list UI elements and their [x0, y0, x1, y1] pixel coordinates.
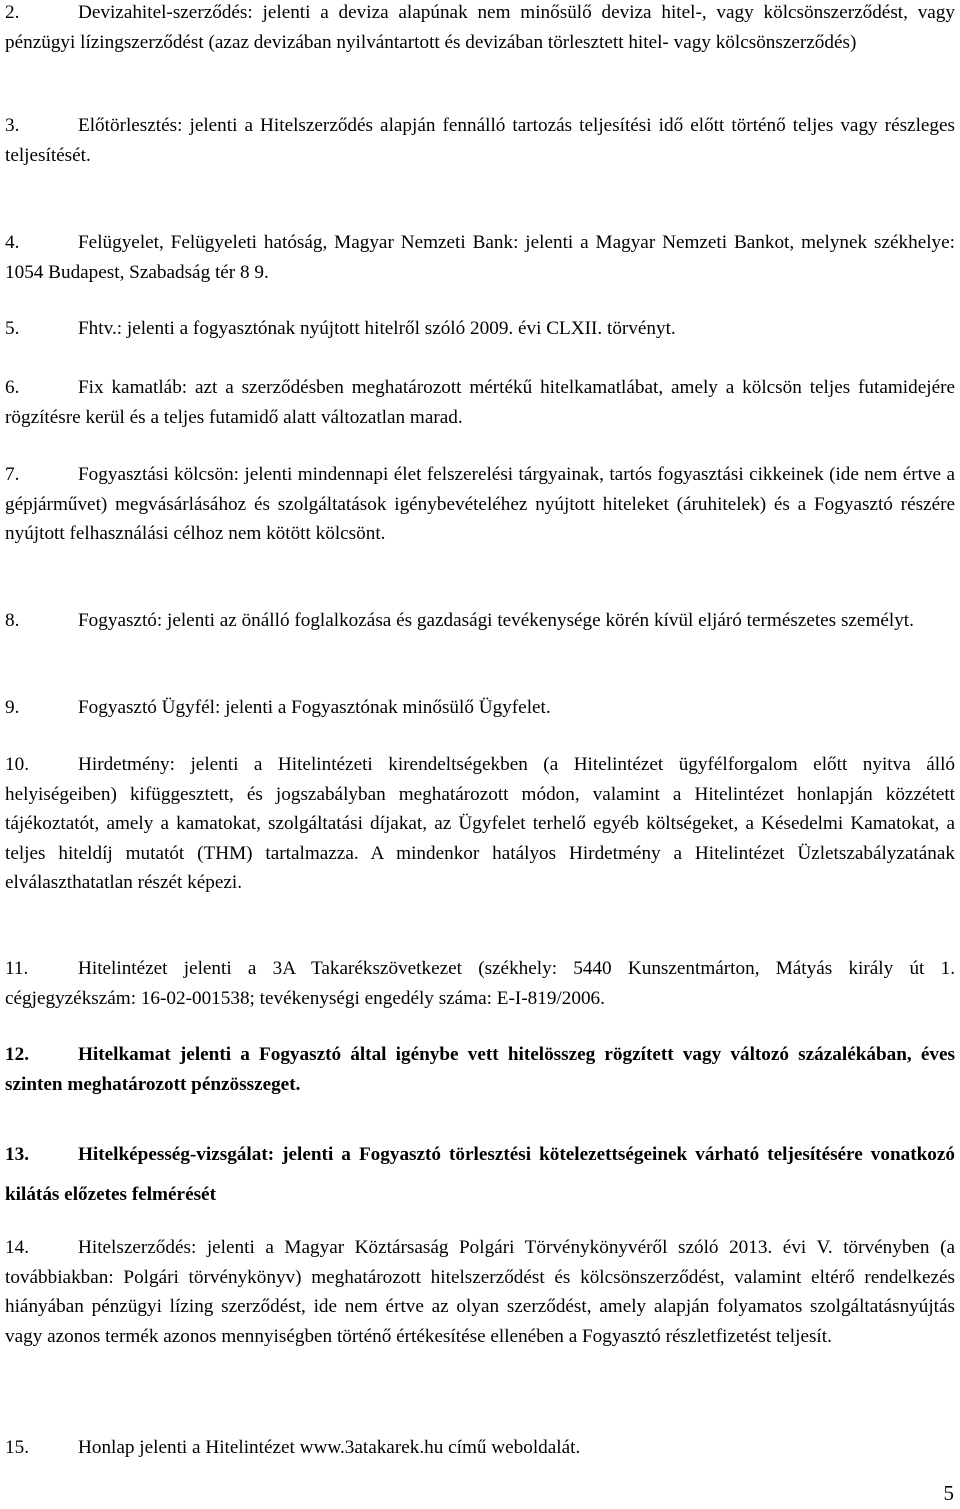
item-number: 9. [5, 697, 20, 718]
item-number: 14. [5, 1237, 29, 1258]
item-text: Hitelkamat jelenti a Fogyasztó által igénybe vett hitelösszeg rögzített vagy változó százalékában, éves szinten meghatározott pénzösszeget. [5, 1044, 955, 1095]
definition-item-6 [5, 373, 955, 432]
item-number: 7. [5, 464, 20, 485]
item-number: 5. [5, 318, 20, 339]
item-text: Honlap jelenti a Hitelintézet www.3atakarek.hu című weboldalát. [78, 1437, 581, 1458]
item-text: Hitelintézet jelenti a 3A Takarékszövetkezet (székhely: 5440 Kunszentmárton, Mátyás király út 1. cégjegyzékszám: 16-02-001538; tevékenységi engedély száma: E-I-819/2006. [5, 958, 955, 1009]
page-number: 5 [943, 1481, 954, 1505]
definition-item-11 [5, 954, 955, 1013]
item-text: Hirdetmény: jelenti a Hitelintézeti kirendeltségekben (a Hitelintézet ügyfélforgalom előtt nyitva álló helyiségeiben) kifüggesztett, és jogszabályban meghatározott módon, valamint a Hitelintézet honlapján közzétett tájékoztatót, amely a kamatokat, szolgáltatási díjakat, az Ügyfelet terhelő egyéb költségeket, a Késedelmi Kamatokat, a teljes hiteldíj mutatót (THM) tartalmazza. A mindenkor hatályos Hirdetmény a Hitelintézet Üzletszabályzatának elválaszthatatlan részét képezi. [5, 754, 955, 893]
item-text: Devizahitel-szerződés: jelenti a deviza alapúnak nem minősülő deviza hitel-, vagy kölcsönszerződést, vagy pénzügyi lízingszerződést (azaz devizában nyilvántartott és devizában törlesztett hitel- vagy kölcsönszerződés) [5, 2, 955, 53]
item-number: 11. [5, 958, 29, 979]
item-number: 4. [5, 232, 20, 253]
definition-item-14 [5, 1233, 955, 1351]
item-text: Hitelszerződés: jelenti a Magyar Köztársaság Polgári Törvénykönyvéről szóló 2013. évi V. törvényben (a továbbiakban: Polgári törvénykönyv) meghatározott hitelszerződést és kölcsönszerződést, valamint eltérő rendelkezés hiányában pénzügyi lízing szerződést, ide nem értve az olyan szerződést, amely alapján folyamatos szolgáltatásnyújtás vagy azonos termék azonos mennyiségben történő értékesítése ellenében a Fogyasztó részletfizetést teljesít. [5, 1237, 955, 1347]
definition-item-5 [5, 314, 955, 344]
definition-item-4 [5, 228, 955, 287]
item-text: Előtörlesztés: jelenti a Hitelszerződés alapján fennálló tartozás teljesítési idő előtt történő teljes vagy részleges teljesítését. [5, 115, 955, 166]
item-number: 13. [5, 1144, 29, 1165]
definition-item-9 [5, 693, 955, 723]
definition-item-8 [5, 606, 955, 636]
definition-item-3 [5, 111, 955, 170]
item-number: 12. [5, 1044, 29, 1065]
item-number: 6. [5, 377, 20, 398]
item-number: 10. [5, 754, 29, 775]
item-text: Fhtv.: jelenti a fogyasztónak nyújtott hitelről szóló 2009. évi CLXII. törvényt. [78, 318, 676, 339]
item-text: Hitelképesség-vizsgálat: jelenti a Fogyasztó törlesztési kötelezettségeinek várható teljesítésére vonatkozó kilátás előzetes felmérését [5, 1144, 955, 1205]
definition-item-13 [5, 1135, 955, 1215]
definition-item-7 [5, 460, 955, 549]
item-text: Fogyasztó Ügyfél: jelenti a Fogyasztónak minősülő Ügyfelet. [78, 697, 551, 718]
item-number: 2. [5, 2, 20, 23]
item-text: Felügyelet, Felügyeleti hatóság, Magyar Nemzeti Bank: jelenti a Magyar Nemzeti Bankot, melynek székhelye: 1054 Budapest, Szabadság tér 8 9. [5, 232, 955, 283]
item-number: 3. [5, 115, 20, 136]
item-text: Fogyasztási kölcsön: jelenti mindennapi élet felszerelési tárgyainak, tartós fogyasztási cikkeinek (ide nem értve a gépjárművet) megvásárlásához és szolgáltatások igénybevételéhez nyújtott hiteleket (áruhitelek) és a Fogyasztó részére nyújtott felhasználási célhoz nem kötött kölcsönt. [5, 464, 955, 544]
item-text: Fix kamatláb: azt a szerződésben meghatározott mértékű hitelkamatlábat, amely a kölcsön teljes futamidejére rögzítésre kerül és a teljes futamidő alatt változatlan marad. [5, 377, 955, 428]
definition-item-15 [5, 1433, 955, 1463]
definition-item-12 [5, 1040, 955, 1099]
item-number: 15. [5, 1437, 29, 1458]
item-text: Fogyasztó: jelenti az önálló foglalkozása és gazdasági tevékenysége körén kívül eljáró természetes személyt. [78, 610, 914, 631]
definition-item-10 [5, 750, 955, 898]
definition-item-2 [5, 0, 955, 57]
item-number: 8. [5, 610, 20, 631]
